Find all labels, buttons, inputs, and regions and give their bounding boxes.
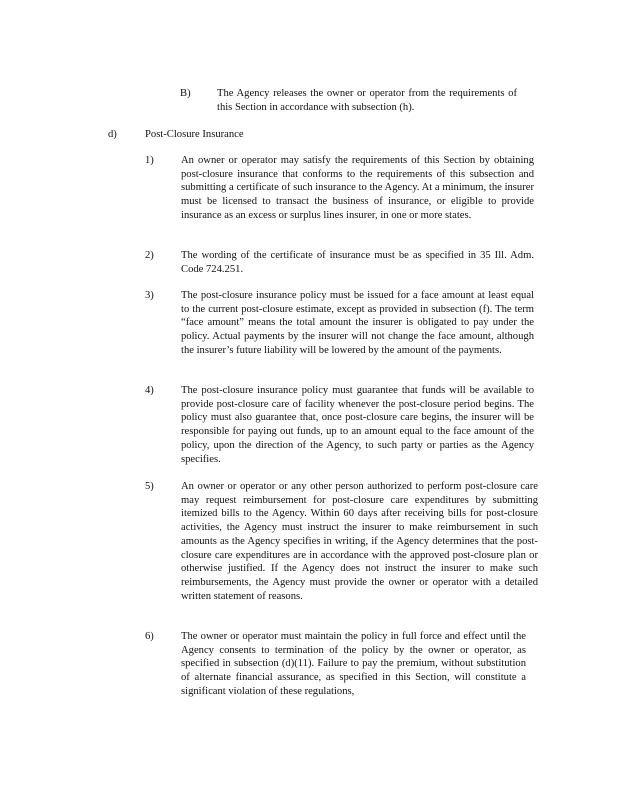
subsection-b-text: The Agency releases the owner or operator from the requirements of this Section in accordance with subsection (h). — [217, 88, 517, 113]
item-label: 5) — [145, 481, 154, 492]
item-text: The post-closure insurance policy must guarantee that funds will be available to provide post-closure care of facility whenever the post-closure period begins. The policy must also guarantee that, once post-closure care begins, the insurer will be responsible for paying out funds, up to an amount equal to the face amount of the policy, upon the direction of the Agency, to such party or parties as the Agency specifies. — [181, 385, 534, 465]
item-label: 3) — [145, 290, 154, 301]
subsection-b-label: B) — [180, 88, 191, 99]
subsection-d-heading: Post-Closure Insurance — [145, 129, 244, 140]
item-label: 2) — [145, 250, 154, 261]
item-label: 4) — [145, 385, 154, 396]
item-text: The post-closure insurance policy must be issued for a face amount at least equal to the current post-closure estimate, except as provided in subsection (f). The term “face amount” means the total amount the insurer is obligated to pay under the policy. Actual payments by the insurer will not change the face amount, although the insurer’s future liability will be lowered by the amount of the payments. — [181, 290, 534, 356]
item-label: 1) — [145, 155, 154, 166]
item-text: The wording of the certificate of insurance must be as specified in 35 Ill. Adm. Code 724.251. — [181, 250, 534, 275]
item-text: An owner or operator or any other person authorized to perform post-closure care may request reimbursement for post-closure care expenditures by submitting itemized bills to the Agency. Within 60 days after receiving bills for post-closure activities, the Agency must instruct the insurer to make reimbursement in such amounts as the Agency specifies in writing, if the Agency determines that the post-closure care expenditures are in accordance with the approved post-closure plan or otherwise justified. If the Agency does not instruct the insurer to make such reimbursements, the Agency must provide the owner or operator with a detailed written statement of reasons. — [181, 481, 538, 602]
item-text: The owner or operator must maintain the policy in full force and effect until the Agency consents to termination of the policy by the owner or operator, as specified in subsection (d)(11). Failure to pay the premium, without substitution of alternate financial assurance, as specified in this Section, will constitute a significant violation of these regulations, — [181, 631, 526, 697]
subsection-d-label: d) — [108, 129, 117, 140]
item-text: An owner or operator may satisfy the requirements of this Section by obtaining post-closure insurance that conforms to the requirements of this subsection and submitting a certificate of such insurance to the Agency. At a minimum, the insurer must be licensed to transact the business of insurance, or eligible to provide insurance as an excess or surplus lines insurer, in one or more states. — [181, 155, 534, 221]
item-label: 6) — [145, 631, 154, 642]
